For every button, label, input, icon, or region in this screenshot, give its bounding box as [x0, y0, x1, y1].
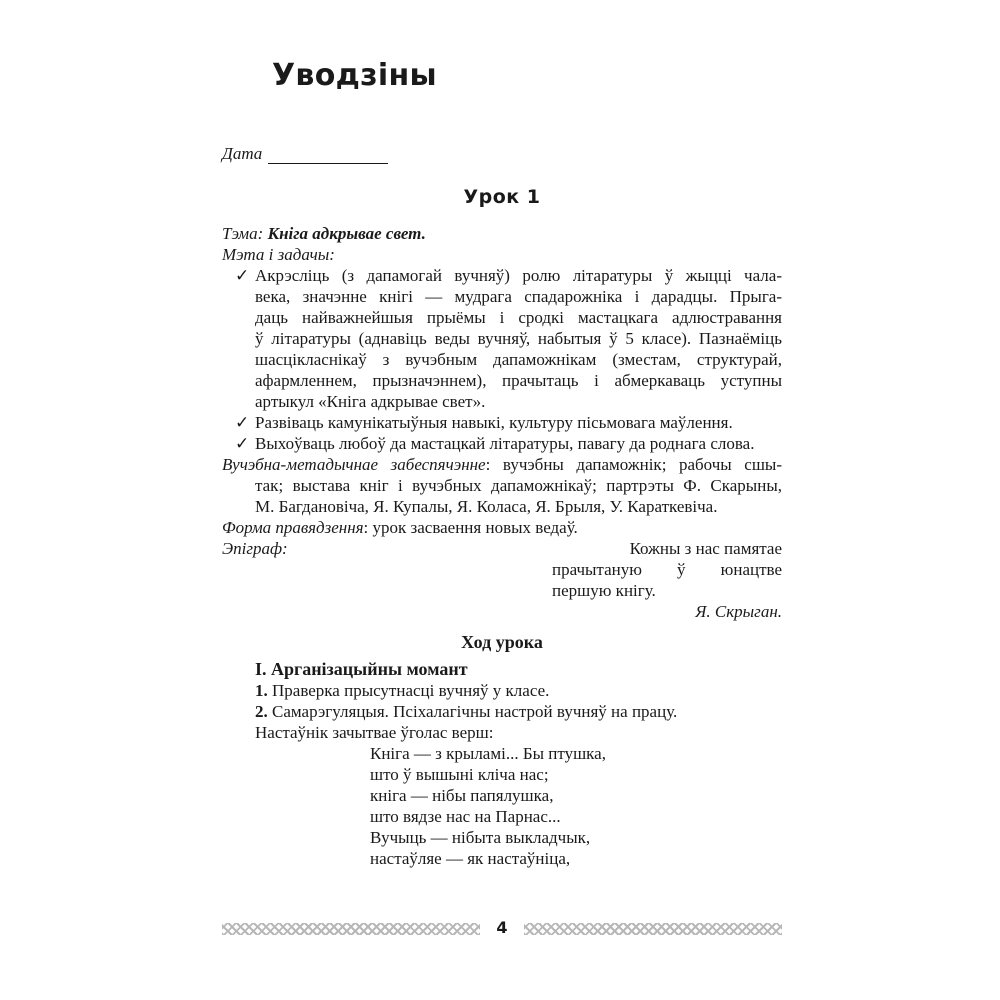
topic-row: Тэма: Кніга адкрывае свет.: [222, 224, 426, 243]
goal-item-3: [222, 433, 782, 454]
page-footer: [222, 918, 782, 937]
form-label: Форма правядзення: [222, 518, 364, 537]
checkmark-icon: ✓: [235, 434, 250, 453]
poem-line: Вучыць — нібыта выкладчык,: [370, 828, 591, 847]
footer-ornament-right: [524, 923, 782, 935]
goal-line: Выхоўваць любоў да мастацкай літаратуры, павагу да роднага слова.: [255, 434, 755, 453]
goal-line: артыкул «Кніга адкрывае свет».: [255, 392, 486, 411]
footer-ornament-left: [222, 923, 480, 935]
poem-line: што ў вышыні кліча нас;: [370, 765, 549, 784]
goal-line: даць найважнейшыя прыёмы і сродкі мастацкага адлюстравання: [255, 308, 782, 327]
support-line-1: Вучэбна-метадычнае забеспячэнне: вучэбны дапаможнік; рабочы сшы-: [222, 455, 782, 474]
poem-line: настаўляе — як настаўніца,: [370, 849, 571, 868]
goal-item-2: [222, 412, 782, 433]
epigraph-author: Я. Скрыган.: [695, 602, 782, 621]
support-label: Вучэбна-метадычнае забеспячэнне: [222, 455, 486, 474]
page-number: 4: [496, 918, 508, 937]
poem-line: што вядзе нас на Парнас...: [370, 807, 561, 826]
support-line-2: так; выстава кніг і вучэбных дапаможнікаў; партрэты Ф. Скарыны,: [255, 476, 782, 495]
teacher-line: Настаўнік зачытвае ўголас верш:: [255, 723, 494, 742]
checkmark-icon: ✓: [235, 266, 250, 285]
goal-line: ў літаратуры (аднавіць веды вучняў, набытыя ў 5 класе). Пазнаёміць: [255, 329, 782, 348]
goal-line: Акрэсліць (з дапамогай вучняў) ролю літаратуры ў жыцці чала-: [255, 266, 782, 285]
course-title: Ход урока: [461, 632, 543, 652]
section-1-item-2: 2. Самарэгуляцыя. Псіхалагічны настрой вучняў на працу.: [255, 702, 678, 721]
lesson-body: [222, 223, 782, 869]
goal-item-1: [222, 265, 782, 412]
goal-line: Развіваць камунікатыўныя навыкі, культуру пісьмовага маўлення.: [255, 413, 733, 432]
goal-line: века, значэнне кнігі — мудрага спадарожніка і дарадцы. Прыга-: [255, 287, 782, 306]
goal-line: афармленнем, прызначэннем), прачытаць і абмеркаваць уступны: [255, 371, 782, 390]
epigraph-line-2: прачытаную ў юнацтве: [552, 560, 782, 579]
goal-line: шасцікласнікаў з вучэбным дапаможнікам (зместам, структурай,: [255, 350, 782, 369]
date-label: Дата: [222, 144, 263, 163]
poem: [222, 743, 782, 869]
epigraph-line-3: першую кнігу.: [552, 581, 656, 600]
lesson-title: Урок 1: [463, 186, 541, 208]
epigraph-block: [222, 538, 782, 622]
epigraph-label: Эпіграф:: [222, 539, 288, 558]
section-1-item-1: 1. Праверка прысутнасці вучняў у класе.: [255, 681, 550, 700]
support-line-3: М. Багдановіча, Я. Купалы, Я. Коласа, Я. Брыля, У. Караткевіча.: [255, 497, 718, 516]
date-blank-line: [268, 147, 388, 164]
date-row: [222, 144, 388, 164]
topic-value: Кніга адкрывае свет.: [267, 224, 426, 243]
poem-line: Кніга — з крыламі... Бы птушка,: [370, 744, 606, 763]
section-1-title: I. Арганізацыйны момант: [255, 659, 468, 679]
epigraph-line-1: Кожны з нас памятае: [629, 539, 782, 558]
checkmark-icon: ✓: [235, 413, 250, 432]
form-row: Форма правядзення: урок засваення новых ведаў.: [222, 518, 578, 537]
poem-line: кніга — нібы папялушка,: [370, 786, 554, 805]
topic-label: Тэма: [222, 224, 258, 243]
chapter-title: Уводзіны: [272, 58, 437, 93]
goals-label: Мэта і задачы:: [222, 245, 335, 264]
